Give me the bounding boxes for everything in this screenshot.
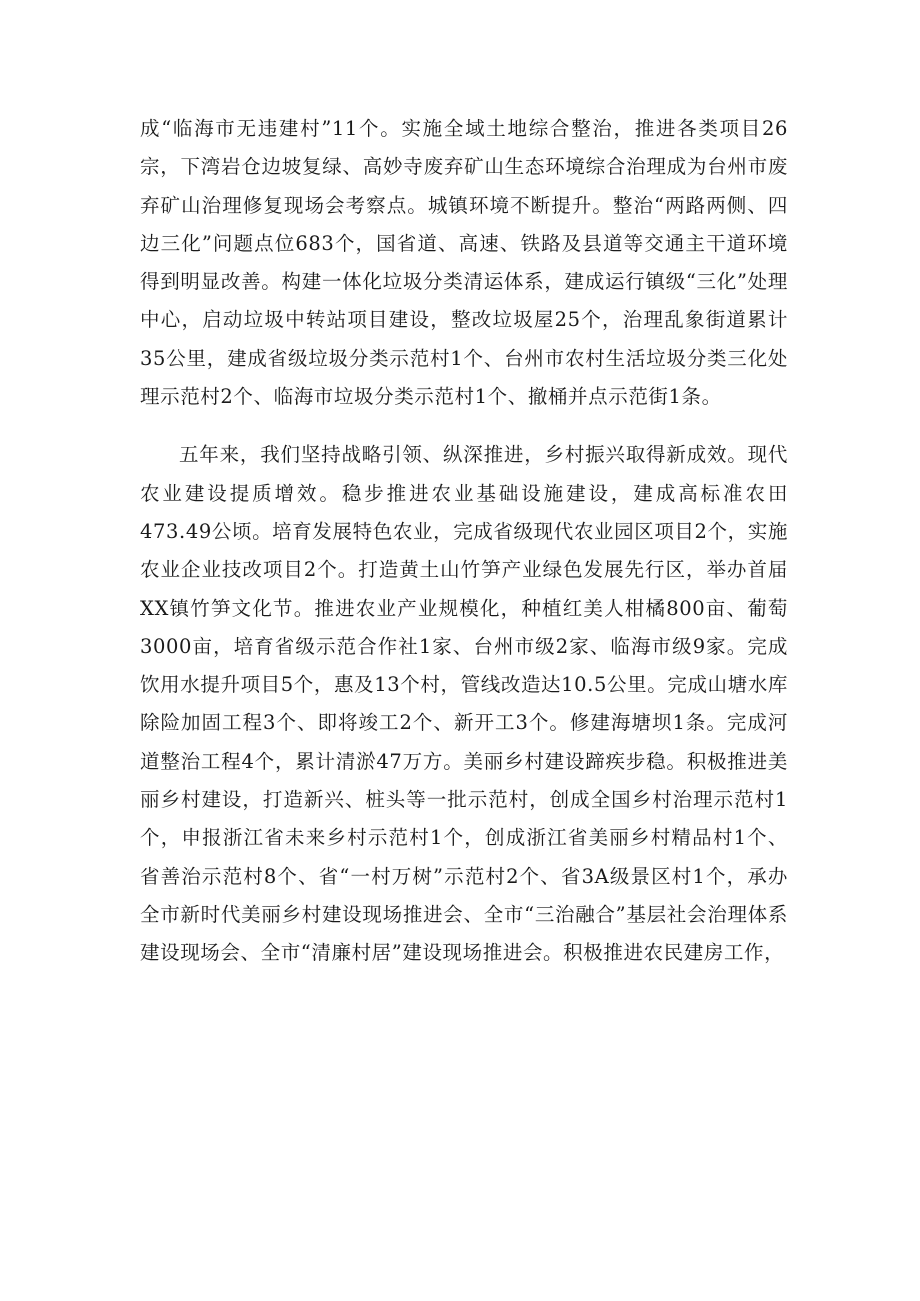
paragraph-rural-revitalization: 五年来，我们坚持战略引领、纵深推进，乡村振兴取得新成效。现代农业建设提质增效。稳步推进农业基础设施建设，建成高标准农田473.49公顷。培育发展特色农业，完成省级现代农业园区项目2个，实施农业企业技改项目2个。打造黄土山竹笋产业绿色发展先行区，举办首届XX镇竹笋文化节。推进农业产业规模化，种植红美人柑橘800亩、葡萄3000亩，培育省级示范合作社1家、台州市级2家、临海市级9家。完成饮用水提升项目5个，惠及13个村，管线改造达10.5公里。完成山塘水库除险加固工程3个、即将竣工2个、新开工3个。修建海塘坝1条。完成河道整治工程4个，累计清淤47万方。美丽乡村建设蹄疾步稳。积极推进美丽乡村建设，打造新兴、桩头等一批示范村，创成全国乡村治理示范村1个，申报浙江省未来乡村示范村1个，创成浙江省美丽乡村精品村1个、省善治示范村8个、省“一村万树”示范村2个、省3A级景区村1个，承办全市新时代美丽乡村建设现场推进会、全市“三治融合”基层社会治理体系建设现场会、全市“清廉村居”建设现场推进会。积极推进农民建房工作， [140, 443, 788, 965]
document-body [140, 110, 788, 973]
paragraph-continuation: 成“临海市无违建村”11个。实施全域土地综合整治，推进各类项目26宗，下湾岩仓边坡复绿、高妙寺废弃矿山生态环境综合治理成为台州市废弃矿山治理修复现场会考察点。城镇环境不断提升。整治“两路两侧、四边三化”问题点位683个，国省道、高速、铁路及县道等交通主干道环境得到明显改善。构建一体化垃圾分类清运体系，建成运行镇级“三化”处理中心，启动垃圾中转站项目建设，整改垃圾屋25个，治理乱象街道累计35公里，建成省级垃圾分类示范村1个、台州市农村生活垃圾分类三化处理示范村2个、临海市垃圾分类示范村1个、撤桶并点示范街1条。 [140, 117, 788, 409]
